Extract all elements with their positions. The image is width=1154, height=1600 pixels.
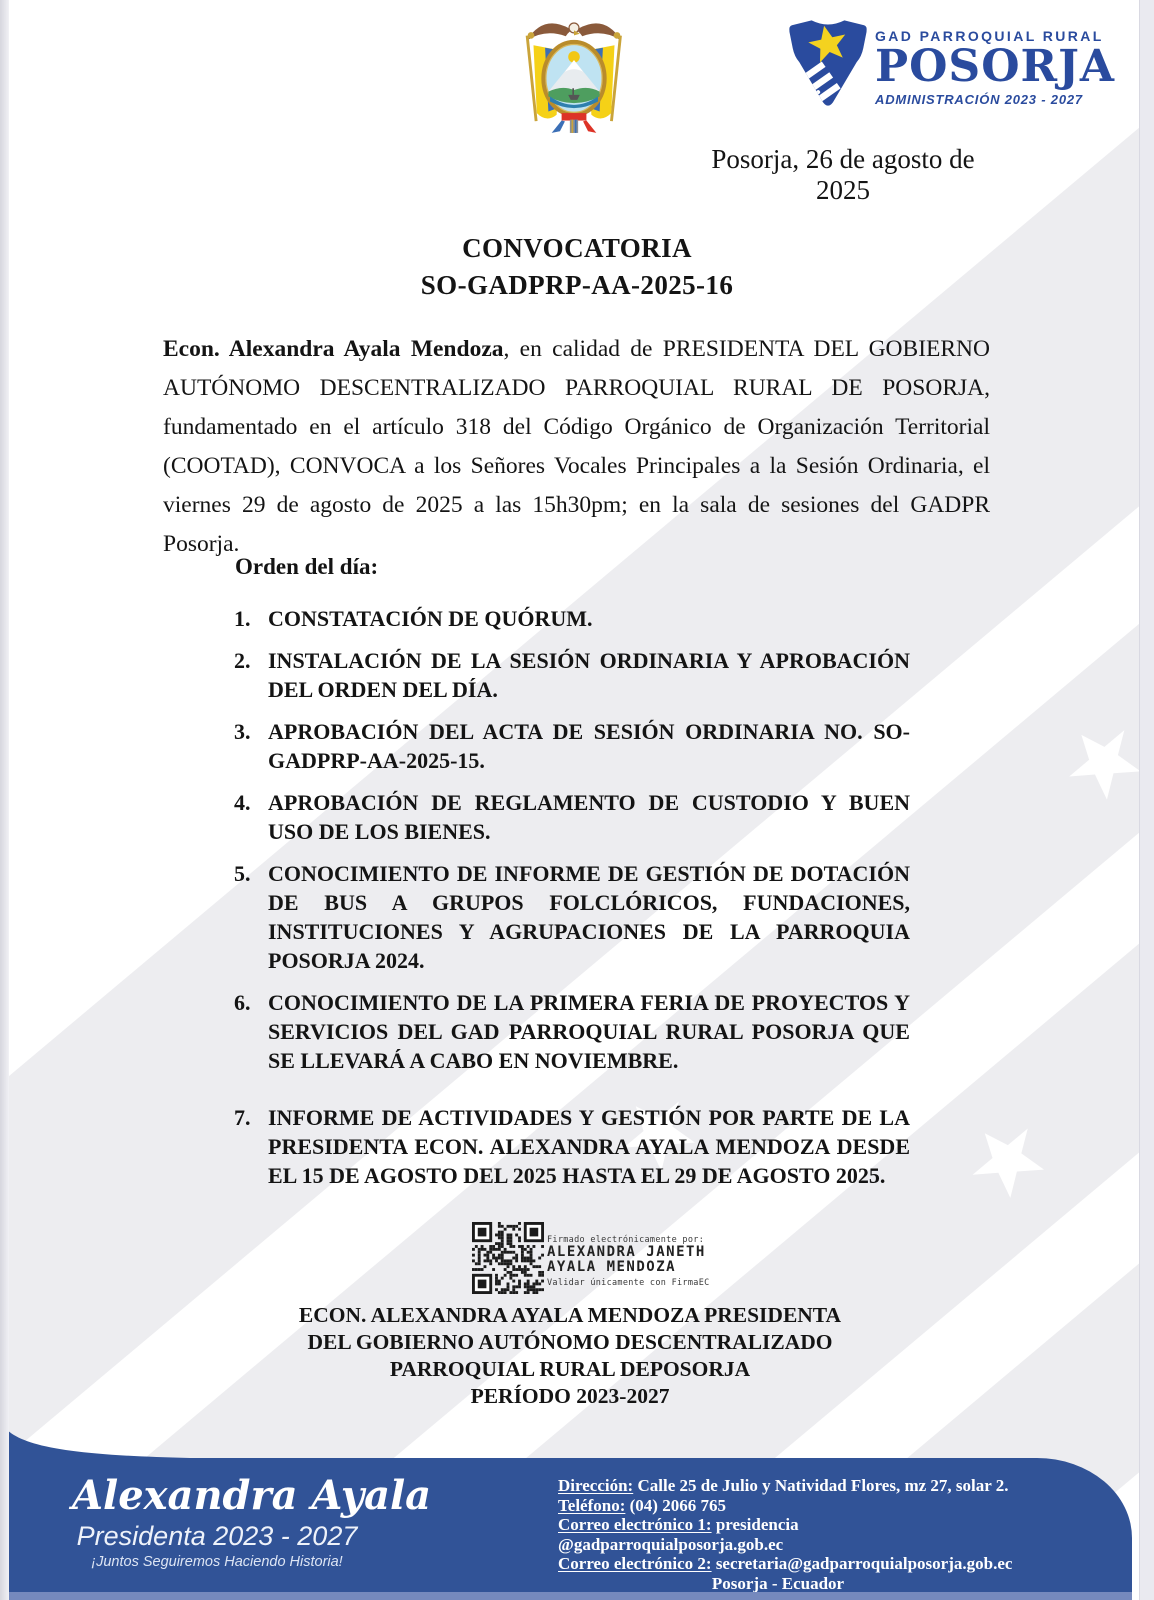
contact-email2-label: Correo electrónico 2: — [558, 1554, 712, 1573]
intro-name-bold: Econ. Alexandra Ayala Mendoza — [163, 335, 504, 362]
agenda-item-number: 2. — [234, 648, 251, 673]
intro-body-text: , en calidad de PRESIDENTA DEL GOBIERNO AUTÓNOMO DESCENTRALIZADO PARROQUIAL RURAL DE POSORJA, fundamentado en el artículo 318 del Código Orgánico de Organización Territorial (COOTAD), CONVOCA a los Señores Vocales Principales a la Sesión Ordinaria, el viernes 29 de agosto de 2025 a las 15h30pm; en la sala de sesiones del GADPR Posorja. — [163, 335, 990, 557]
signature-line4: PERÍODO 2023-2027 — [470, 1384, 670, 1408]
esign-signer-first: ALEXANDRA JANETH — [547, 1244, 706, 1260]
logo-gad-line: GAD PARROQUIAL RURAL — [875, 28, 1104, 44]
agenda-item-number: 1. — [234, 606, 251, 631]
document-title — [0, 230, 1154, 304]
contact-email2 — [558, 1554, 1028, 1574]
agenda-item-number: 6. — [234, 990, 251, 1015]
intro-paragraph — [163, 330, 990, 564]
contact-location: Posorja - Ecuador — [711, 1573, 845, 1593]
agenda-list — [234, 604, 910, 1203]
agenda-item-text: APROBACIÓN DE REGLAMENTO DE CUSTODIO Y BUEN USO DE LOS BIENES. — [268, 790, 910, 844]
contact-email1-value: presidencia @gadparroquialposorja.gob.ec — [558, 1515, 799, 1554]
signature-line3: PARROQUIAL RURAL DEPOSORJA — [389, 1357, 751, 1381]
contact-email1 — [558, 1515, 1028, 1554]
agenda-item-number: 7. — [234, 1105, 251, 1130]
agenda-item-number: 3. — [234, 719, 251, 744]
agenda-item — [234, 859, 910, 975]
agenda-item — [234, 604, 910, 633]
footer-contact-block — [558, 1476, 1028, 1593]
ecuador-coat-of-arms-graphic — [512, 8, 636, 138]
ecuador-coat-of-arms — [512, 8, 636, 138]
signature-block — [0, 1302, 1140, 1410]
footer-bottom-strip — [0, 1592, 1132, 1600]
contact-address-value: Calle 25 de Julio y Natividad Flores, mz 27, solar 2. — [633, 1476, 1009, 1495]
footer-signature-area — [72, 1472, 432, 1572]
agenda-item-text: INSTALACIÓN DE LA SESIÓN ORDINARIA Y APROBACIÓN DEL ORDEN DEL DÍA. — [268, 648, 910, 702]
esign-caption-top: Firmado electrónicamente por: — [547, 1235, 705, 1245]
esign-caption — [547, 1222, 710, 1294]
electronic-signature — [472, 1222, 710, 1294]
posorja-logo-text — [875, 8, 1115, 107]
agenda-item-number: 4. — [234, 790, 251, 815]
logo-admin-line: ADMINISTRACIÓN 2023 - 2027 — [875, 92, 1083, 107]
contact-email1-label: Correo electrónico 1: — [558, 1515, 712, 1534]
posorja-logo — [787, 8, 1115, 118]
title-line2: SO-GADPRP-AA-2025-16 — [420, 270, 734, 300]
agenda-heading: Orden del día: — [235, 554, 379, 579]
posorja-shield-icon — [787, 8, 869, 118]
page-edge-right — [1139, 0, 1154, 1600]
agenda-item-number: 5. — [234, 861, 251, 886]
esign-signer-last: AYALA MENDOZA — [547, 1259, 677, 1275]
footer-script-name: Alexandra Ayala — [72, 1472, 432, 1519]
agenda-item — [234, 1103, 910, 1190]
contact-address-label: Dirección: — [558, 1476, 634, 1495]
agenda-item-text: INFORME DE ACTIVIDADES Y GESTIÓN POR PARTE DE LA PRESIDENTA ECON. ALEXANDRA AYALA MENDOZA DESDE EL 15 DE AGOSTO DEL 2025 HASTA EL 29 DE AGOSTO 2025. — [268, 1105, 910, 1188]
date-line: Posorja, 26 de agosto de 2025 — [711, 144, 975, 205]
logo-posorja-name: POSORJA — [875, 41, 1116, 92]
footer-role: Presidenta 2023 - 2027 — [76, 1521, 358, 1551]
contact-phone — [558, 1496, 1028, 1516]
qr-code — [472, 1222, 544, 1294]
contact-phone-label: Teléfono: — [558, 1495, 626, 1515]
esign-caption-bottom: Validar únicamente con FirmaEC — [547, 1278, 710, 1288]
contact-phone-value: (04) 2066 765 — [625, 1495, 726, 1515]
agenda-item — [234, 646, 910, 704]
footer-slogan: ¡Juntos Seguiremos Haciendo Historia! — [91, 1554, 343, 1570]
title-line1: CONVOCATORIA — [462, 233, 692, 263]
signature-line1: ECON. ALEXANDRA AYALA MENDOZA PRESIDENTA — [298, 1303, 842, 1327]
agenda-item — [234, 788, 910, 846]
contact-address — [558, 1476, 1028, 1496]
agenda-item-text: CONSTATACIÓN DE QUÓRUM. — [268, 606, 593, 631]
agenda-item-text: CONOCIMIENTO DE LA PRIMERA FERIA DE PROYECTOS Y SERVICIOS DEL GAD PARROQUIAL RURAL POSORJA QUE SE LLEVARÁ A CABO EN NOVIEMBRE. — [268, 990, 910, 1073]
signature-line2: DEL GOBIERNO AUTÓNOMO DESCENTRALIZADO — [307, 1330, 833, 1354]
footer-band — [0, 1458, 1132, 1592]
contact-email2-value: secretaria@gadparroquialposorja.gob.ec — [711, 1554, 1013, 1573]
agenda-item-text: APROBACIÓN DEL ACTA DE SESIÓN ORDINARIA NO. SO-GADPRP-AA-2025-15. — [268, 719, 910, 773]
agenda-item — [234, 988, 910, 1075]
footer-wave-shape — [0, 1418, 190, 1460]
agenda-item — [234, 717, 910, 775]
agenda-item-text: CONOCIMIENTO DE INFORME DE GESTIÓN DE DOTACIÓN DE BUS A GRUPOS FOLCLÓRICOS, FUNDACIONES, INSTITUCIONES Y AGRUPACIONES DE LA PARROQUIA POSORJA 2024. — [268, 861, 910, 973]
page-edge-left — [0, 0, 9, 1600]
